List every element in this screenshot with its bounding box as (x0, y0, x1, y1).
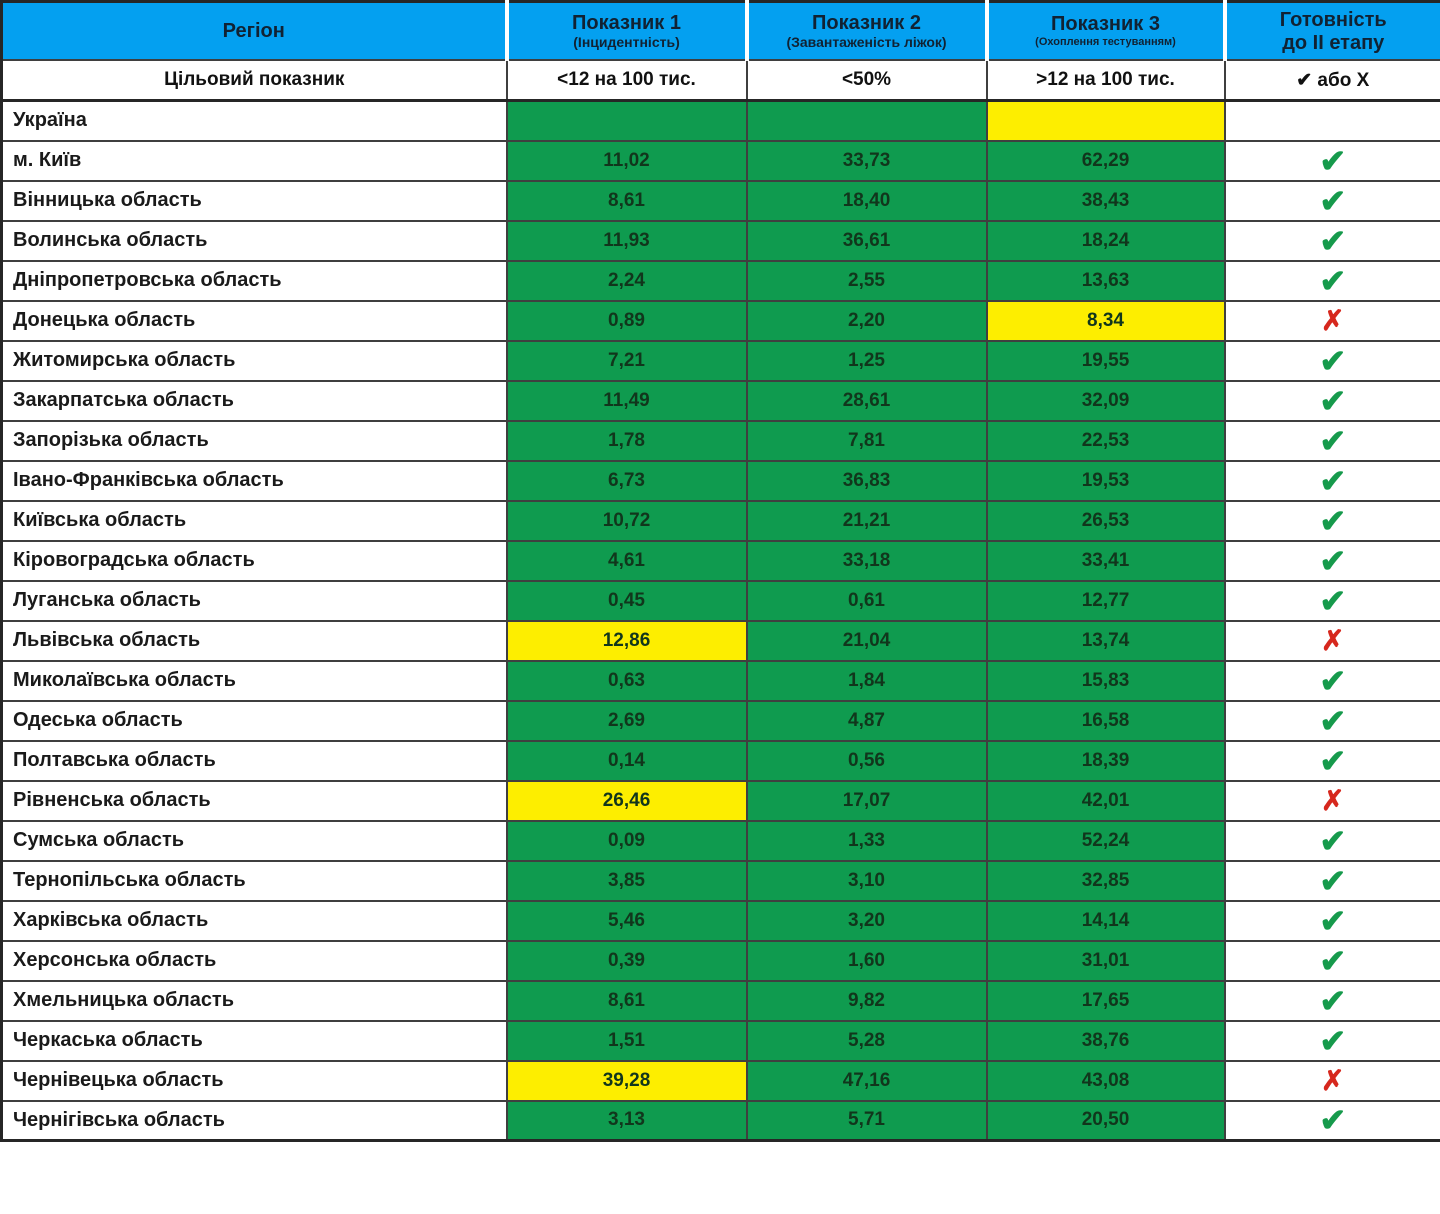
check-icon: ✔ (1319, 462, 1347, 499)
indicator2-cell: 5,71 (747, 1101, 987, 1141)
table-row (2, 821, 1440, 861)
target-indicator1: <12 на 100 тис. (507, 60, 747, 101)
check-icon: ✔ (1319, 822, 1347, 859)
readiness-cell (1225, 861, 1440, 901)
indicator2-cell: 28,61 (747, 381, 987, 421)
indicator2-cell: 3,20 (747, 901, 987, 941)
table-row (2, 301, 1440, 341)
readiness-cell (1225, 421, 1440, 461)
col-header-indicator2 (747, 2, 987, 61)
readiness-cell (1225, 501, 1440, 541)
target-indicator2: <50% (747, 60, 987, 101)
region-cell: Херсонська область (2, 941, 507, 981)
indicator2-cell: 3,10 (747, 861, 987, 901)
check-icon: ✔ (1319, 382, 1347, 419)
cross-icon: ✗ (1321, 624, 1345, 656)
indicator2-cell: 33,18 (747, 541, 987, 581)
indicator3-cell: 32,09 (987, 381, 1225, 421)
indicator3-cell: 12,77 (987, 581, 1225, 621)
region-cell: Чернігівська область (2, 1101, 507, 1141)
indicator1-cell: 12,86 (507, 621, 747, 661)
check-icon: ✔ (1319, 222, 1347, 259)
indicator1-title: Показник 1 (572, 11, 681, 34)
indicator1-cell: 6,73 (507, 461, 747, 501)
readiness-cell (1225, 981, 1440, 1021)
region-cell: Запорізька область (2, 421, 507, 461)
check-icon: ✔ (1319, 1022, 1347, 1059)
indicator3-cell: 43,08 (987, 1061, 1225, 1101)
indicator3-title: Показник 3 (1051, 13, 1160, 36)
readiness-cell (1225, 741, 1440, 781)
region-cell: Київська область (2, 501, 507, 541)
indicator1-cell: 0,89 (507, 301, 747, 341)
cross-icon: ✗ (1321, 1064, 1345, 1096)
region-cell: Хмельницька область (2, 981, 507, 1021)
indicator3-cell: 18,24 (987, 221, 1225, 261)
table-row (2, 901, 1440, 941)
check-icon: ✔ (1319, 862, 1347, 899)
check-icon: ✔ (1319, 182, 1347, 219)
readiness-cell (1225, 101, 1440, 141)
check-icon: ✔ (1319, 262, 1347, 299)
readiness-cell (1225, 141, 1440, 181)
region-cell: Полтавська область (2, 741, 507, 781)
indicator1-cell: 11,49 (507, 381, 747, 421)
indicator3-cell: 18,39 (987, 741, 1225, 781)
indicator1-cell: 0,39 (507, 941, 747, 981)
region-cell: Сумська область (2, 821, 507, 861)
table-row (2, 701, 1440, 741)
readiness-title: Готовність (1279, 8, 1387, 31)
check-icon: ✔ (1319, 142, 1347, 179)
check-icon: ✔ (1319, 982, 1347, 1019)
region-cell: Львівська область (2, 621, 507, 661)
readiness-cell (1225, 341, 1440, 381)
indicator2-cell: 0,61 (747, 581, 987, 621)
check-icon: ✔ (1319, 662, 1347, 699)
indicator1-cell: 2,69 (507, 701, 747, 741)
indicator1-subtitle: (Інцидентність) (573, 33, 680, 50)
check-icon: ✔ (1319, 502, 1347, 539)
indicator3-cell: 33,41 (987, 541, 1225, 581)
region-cell: Миколаївська область (2, 661, 507, 701)
col-header-indicator1 (507, 2, 747, 61)
table-row (2, 861, 1440, 901)
readiness-cell (1225, 661, 1440, 701)
readiness-cell (1225, 381, 1440, 421)
indicator2-cell: 17,07 (747, 781, 987, 821)
check-icon: ✔ (1319, 902, 1347, 939)
region-cell: Харківська область (2, 901, 507, 941)
table-header (2, 2, 1440, 61)
readiness-cell (1225, 701, 1440, 741)
cross-icon: ✗ (1321, 304, 1345, 336)
indicator1-cell: 1,51 (507, 1021, 747, 1061)
readiness-cell (1225, 301, 1440, 341)
indicator2-subtitle: (Завантаженість ліжок) (786, 33, 947, 50)
header-row (2, 2, 1440, 61)
readiness-cell (1225, 781, 1440, 821)
readiness-cell (1225, 1021, 1440, 1061)
table-row (2, 1061, 1440, 1101)
table-row (2, 981, 1440, 1021)
target-readiness: ✔ або Х (1225, 60, 1440, 101)
indicator3-cell: 15,83 (987, 661, 1225, 701)
readiness-cell (1225, 261, 1440, 301)
indicator1-cell: 26,46 (507, 781, 747, 821)
readiness-cell (1225, 901, 1440, 941)
indicator1-cell: 0,09 (507, 821, 747, 861)
region-cell: Кіровоградська область (2, 541, 507, 581)
indicator3-cell: 13,74 (987, 621, 1225, 661)
indicator3-cell: 19,55 (987, 341, 1225, 381)
table-row (2, 221, 1440, 261)
region-cell: Україна (2, 101, 507, 141)
readiness-cell (1225, 1061, 1440, 1101)
table-row (2, 381, 1440, 421)
table-row (2, 941, 1440, 981)
region-cell: Чернівецька область (2, 1061, 507, 1101)
indicator2-cell: 2,20 (747, 301, 987, 341)
check-icon: ✔ (1319, 542, 1347, 579)
indicator1-cell: 2,24 (507, 261, 747, 301)
indicator3-cell: 19,53 (987, 461, 1225, 501)
readiness-cell (1225, 181, 1440, 221)
indicator2-cell: 33,73 (747, 141, 987, 181)
indicator3-cell: 26,53 (987, 501, 1225, 541)
region-cell: Луганська область (2, 581, 507, 621)
cross-icon: ✗ (1321, 784, 1345, 816)
table-row (2, 181, 1440, 221)
indicator3-cell: 17,65 (987, 981, 1225, 1021)
indicator1-cell: 7,21 (507, 341, 747, 381)
indicator2-cell: 18,40 (747, 181, 987, 221)
indicator3-cell: 32,85 (987, 861, 1225, 901)
readiness-subtitle: до II етапу (1282, 31, 1385, 54)
readiness-cell (1225, 541, 1440, 581)
readiness-cell (1225, 461, 1440, 501)
indicator2-cell: 21,21 (747, 501, 987, 541)
indicator1-cell: 10,72 (507, 501, 747, 541)
check-icon: ✔ (1319, 422, 1347, 459)
region-cell: Закарпатська область (2, 381, 507, 421)
region-cell: Донецька область (2, 301, 507, 341)
table-row (2, 581, 1440, 621)
check-icon: ✔ (1319, 342, 1347, 379)
table-row (2, 781, 1440, 821)
indicator3-cell: 38,43 (987, 181, 1225, 221)
check-icon: ✔ (1319, 582, 1347, 619)
indicator1-cell: 8,61 (507, 181, 747, 221)
indicator2-cell: 7,81 (747, 421, 987, 461)
readiness-cell (1225, 621, 1440, 661)
indicator3-cell: 31,01 (987, 941, 1225, 981)
indicator3-cell: 22,53 (987, 421, 1225, 461)
col-header-region (2, 2, 507, 61)
indicator2-title: Показник 2 (812, 11, 921, 34)
indicator1-cell: 4,61 (507, 541, 747, 581)
indicator3-cell: 13,63 (987, 261, 1225, 301)
target-label: Цільовий показник (2, 60, 507, 101)
check-icon: ✔ (1319, 942, 1347, 979)
indicator3-cell (987, 101, 1225, 141)
table-row (2, 141, 1440, 181)
indicator3-cell: 8,34 (987, 301, 1225, 341)
indicator2-cell: 21,04 (747, 621, 987, 661)
table-row (2, 461, 1440, 501)
table-row (2, 1021, 1440, 1061)
table-row (2, 661, 1440, 701)
indicator1-cell: 3,85 (507, 861, 747, 901)
indicator2-cell: 4,87 (747, 701, 987, 741)
indicator2-cell: 36,61 (747, 221, 987, 261)
region-cell: Волинська область (2, 221, 507, 261)
table-row (2, 1101, 1440, 1141)
table-body (2, 101, 1440, 1141)
region-cell: Дніпропетровська область (2, 261, 507, 301)
region-cell: Черкаська область (2, 1021, 507, 1061)
region-cell: Тернопільська область (2, 861, 507, 901)
indicator3-cell: 62,29 (987, 141, 1225, 181)
table-row (2, 741, 1440, 781)
indicator1-cell: 0,63 (507, 661, 747, 701)
table-row (2, 421, 1440, 461)
indicator2-cell: 1,33 (747, 821, 987, 861)
indicator3-cell: 16,58 (987, 701, 1225, 741)
indicator2-cell: 2,55 (747, 261, 987, 301)
region-cell: Житомирська область (2, 341, 507, 381)
table-row (2, 541, 1440, 581)
readiness-cell (1225, 941, 1440, 981)
table-row (2, 101, 1440, 141)
indicator2-cell: 0,56 (747, 741, 987, 781)
indicator2-cell: 1,84 (747, 661, 987, 701)
table-row (2, 501, 1440, 541)
indicator1-cell: 39,28 (507, 1061, 747, 1101)
indicator3-cell: 42,01 (987, 781, 1225, 821)
indicator2-cell: 1,25 (747, 341, 987, 381)
indicator2-cell (747, 101, 987, 141)
indicator1-cell: 8,61 (507, 981, 747, 1021)
table-row (2, 341, 1440, 381)
indicator1-cell: 0,45 (507, 581, 747, 621)
readiness-cell (1225, 221, 1440, 261)
table-row (2, 261, 1440, 301)
indicator3-cell: 38,76 (987, 1021, 1225, 1061)
readiness-cell (1225, 1101, 1440, 1141)
region-cell: Одеська область (2, 701, 507, 741)
indicator3-cell: 14,14 (987, 901, 1225, 941)
indicator3-cell: 52,24 (987, 821, 1225, 861)
region-cell: Рівненська область (2, 781, 507, 821)
readiness-cell (1225, 581, 1440, 621)
region-cell: Вінницька область (2, 181, 507, 221)
region-cell: Івано-Франківська область (2, 461, 507, 501)
check-icon: ✔ (1319, 742, 1347, 779)
indicator1-cell (507, 101, 747, 141)
indicator1-cell: 1,78 (507, 421, 747, 461)
indicator1-cell: 11,93 (507, 221, 747, 261)
indicator2-cell: 1,60 (747, 941, 987, 981)
indicator2-cell: 5,28 (747, 1021, 987, 1061)
target-indicator3: >12 на 100 тис. (987, 60, 1225, 101)
table-row (2, 621, 1440, 661)
indicator1-cell: 3,13 (507, 1101, 747, 1141)
target-row (2, 60, 1440, 101)
indicator2-cell: 47,16 (747, 1061, 987, 1101)
check-icon: ✔ (1319, 702, 1347, 739)
indicator1-cell: 11,02 (507, 141, 747, 181)
indicator3-cell: 20,50 (987, 1101, 1225, 1141)
indicator1-cell: 0,14 (507, 741, 747, 781)
indicator1-cell: 5,46 (507, 901, 747, 941)
col-header-indicator3 (987, 2, 1225, 61)
region-header-label: Регіон (222, 19, 285, 42)
check-icon: ✔ (1319, 1102, 1347, 1139)
indicator2-cell: 9,82 (747, 981, 987, 1021)
readiness-cell (1225, 821, 1440, 861)
col-header-readiness (1225, 2, 1440, 61)
indicator3-subtitle: (Охоплення тестуванням) (1035, 36, 1176, 49)
indicator2-cell: 36,83 (747, 461, 987, 501)
region-cell: м. Київ (2, 141, 507, 181)
